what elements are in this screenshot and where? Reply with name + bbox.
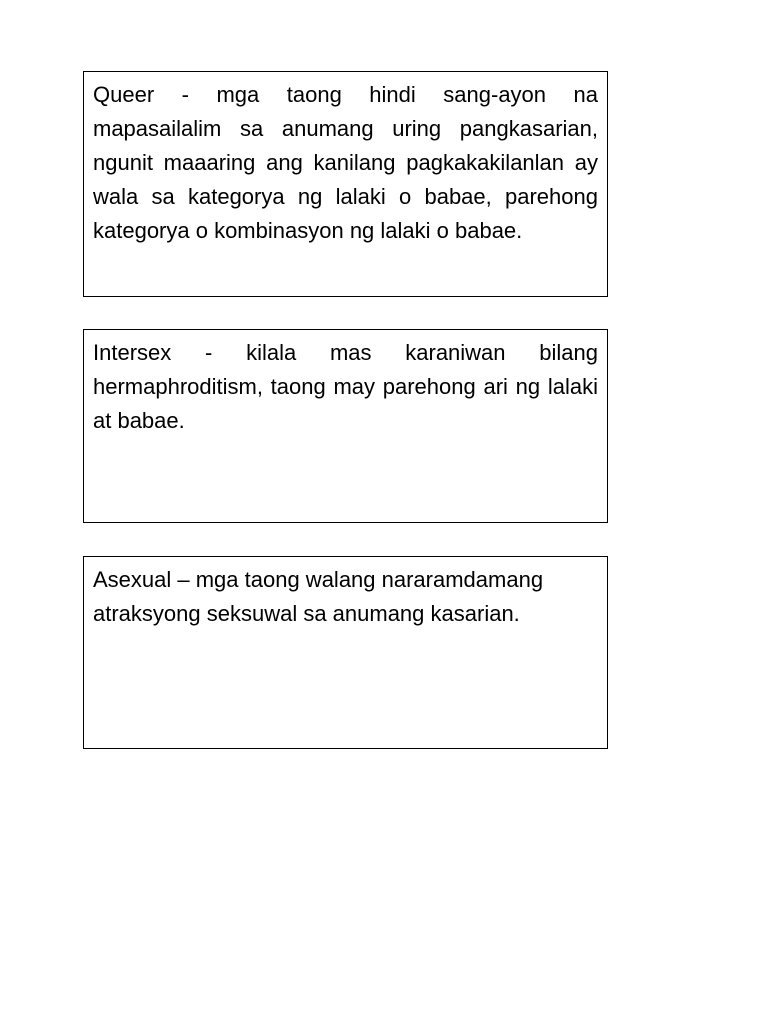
definition-text-queer: Queer - mga taong hindi sang-ayon na mapasailalim sa anumang uring pangkasarian, ngunit maaaring ang kanilang pagkakakilanlan ay wala sa kategorya ng lalaki o babae, parehong kategorya o kombinasyon ng lalaki o babae. [93,82,598,243]
definition-text-intersex: Intersex - kilala mas karaniwan bilang hermaphroditism, taong may parehong ari ng lalaki at babae. [93,340,598,433]
definition-text-asexual: Asexual – mga taong walang nararamdamang atraksyong seksuwal sa anumang kasarian. [93,567,544,626]
definition-card-asexual [83,556,608,749]
definition-card-queer [83,71,608,297]
definition-card-intersex [83,329,608,523]
